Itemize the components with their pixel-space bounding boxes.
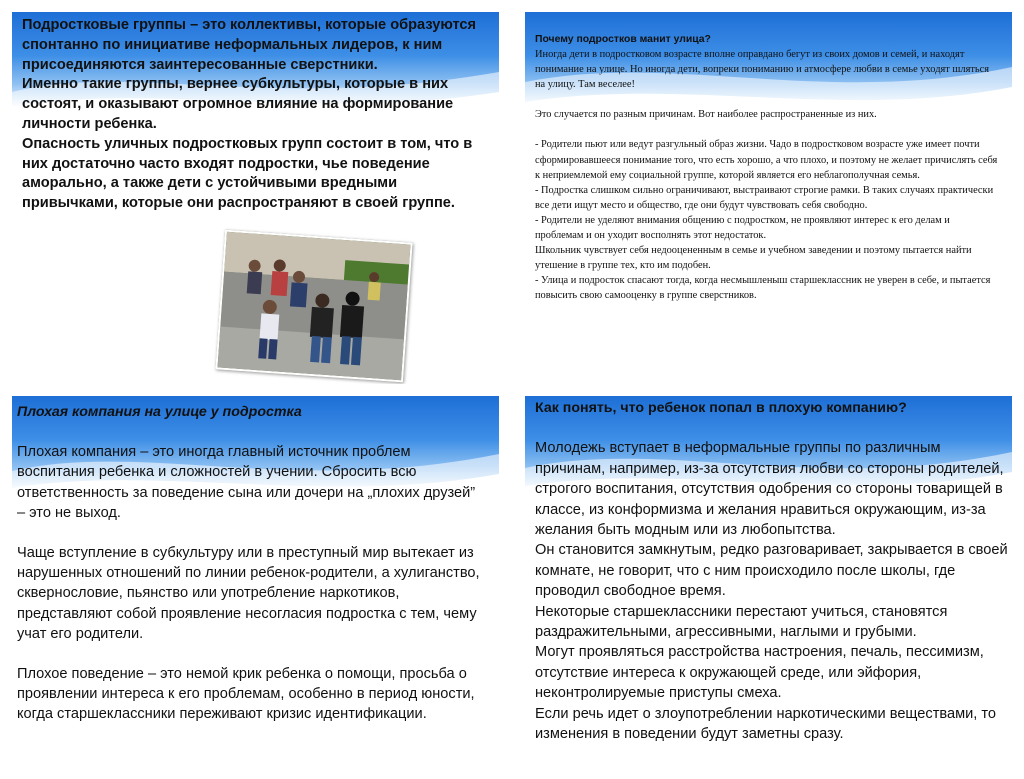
teens-sitting-photo — [215, 230, 412, 383]
paragraph: Именно такие группы, вернее субкультуры, которые в них состоят, и оказывают огромное влияние на формирование личности ребенка. — [22, 76, 454, 132]
paragraph: Молодежь вступает в неформальные группы по различным причинам, например, из-за отсутствия любви со стороны родителей, строгого воспитания, отсутствия одобрения со стороны товарищей в классе, из конформизма и желания нравиться окружающим, из-за желания быть модным или из любопытства. — [535, 440, 1004, 539]
paragraph: Чаще вступление в субкультуру или в преступный мир вытекает из нарушенных отношений по линии ребенок-родители, а хулиганство, сквернословие, пьянство или употребление наркотиков, представляют собой проявление несогласия подростка с тем, чему учат его родители. — [17, 545, 480, 642]
paragraph: Плохое поведение – это немой крик ребенка о помощи, просьба о проявлении интереса к его проблемам, особенно в период юности, когда старшеклассники переживают кризис идентификации. — [17, 666, 475, 723]
panel-why-street — [525, 12, 1012, 384]
panel-teen-groups — [12, 12, 499, 384]
paragraph: Могут проявляться расстройства настроения, печаль, пессимизм, отсутствие интереса к окружающей среде, или эйфория, неконтролируемые приступы смеха. — [535, 644, 984, 702]
list-item: - Родители не уделяют внимания общению с подростком, не проявляют интерес к его делам и проблемам и он уходит восполнять этот недостаток. — [535, 214, 950, 242]
panel-title: Почему подростков манит улица? — [535, 34, 711, 45]
paragraph: Это случается по разным причинам. Вот наиболее распространенные из них. — [535, 109, 877, 121]
paragraph: Плохая компания – это иногда главный источник проблем воспитания ребенка и сложностей в учении. Сбросить всю ответственность за поведение сына или дочери на „плохих друзей” – это не выход. — [17, 444, 476, 521]
list-item: - Подростка слишком сильно ограничивают, выстраивают строгие рамки. В таких случаях практически все дети ищут место и общество, где они будут чувствовать себя свободно. — [535, 184, 994, 211]
paragraph: Подростковые группы – это коллективы, которые образуются спонтанно по инициативе неформальных лидеров, к ним присоединяются заинтересованные сверстники. — [22, 17, 477, 73]
panel-text — [17, 402, 487, 725]
panel-text — [22, 16, 492, 214]
panel-signs-bad-company — [525, 396, 1012, 774]
paragraph: Если речь идет о злоупотреблении наркотическими веществами, то изменения в поведении будут заметны сразу. — [535, 705, 997, 743]
list-item: Школьник чувствует себя недооцененным в семье и учебном заведении и поэтому пытается найти утешение в группе тех, кто им подобен. — [535, 245, 972, 272]
paragraph: Он становится замкнутым, редко разговаривает, закрывается в своей комнате, не говорит, что с ним происходило после школы, где проводил свободное время. — [535, 542, 1008, 600]
panel-title: Плохая компания на улице у подростка — [17, 404, 302, 420]
panel-bad-company — [12, 396, 499, 774]
list-item: - Улица и подросток спасают тогда, когда несмышленыш старшеклассник не уверен в себе, и пытается повысить свою самооценку в группе сверстников. — [535, 275, 991, 302]
paragraph: Иногда дети в подростковом возрасте вполне оправдано бегут из своих домов и семей, и находят понимание на улице. Но иногда дети, вопреки пониманию и атмосфере любви в семье уходят шляться на улицу. Там веселее! — [535, 49, 990, 91]
panel-title: Как понять, что ребенок попал в плохую компанию? — [535, 400, 907, 416]
paragraph: Некоторые старшеклассники перестают учиться, становятся раздражительными, агрессивными, наглыми и грубыми. — [535, 603, 948, 641]
list-item: - Родители пьют или ведут разгульный образ жизни. Чадо в подростковом возрасте уже имеет почти сформировавшееся понимание того, что есть хорошо, а что плохо, и поэтому не желает причислять себя к неприемлемой ему социальной группе, которой является его неблагополучная семья. — [535, 139, 998, 181]
panel-text — [535, 32, 1000, 304]
panel-text — [535, 398, 1010, 745]
paragraph: Опасность уличных подростковых групп состоит в том, что в них достаточно часто входят подростки, чье поведение аморально, а также дети с устойчивыми вредными привычками, которые они распространяют в своей группе. — [22, 135, 473, 212]
